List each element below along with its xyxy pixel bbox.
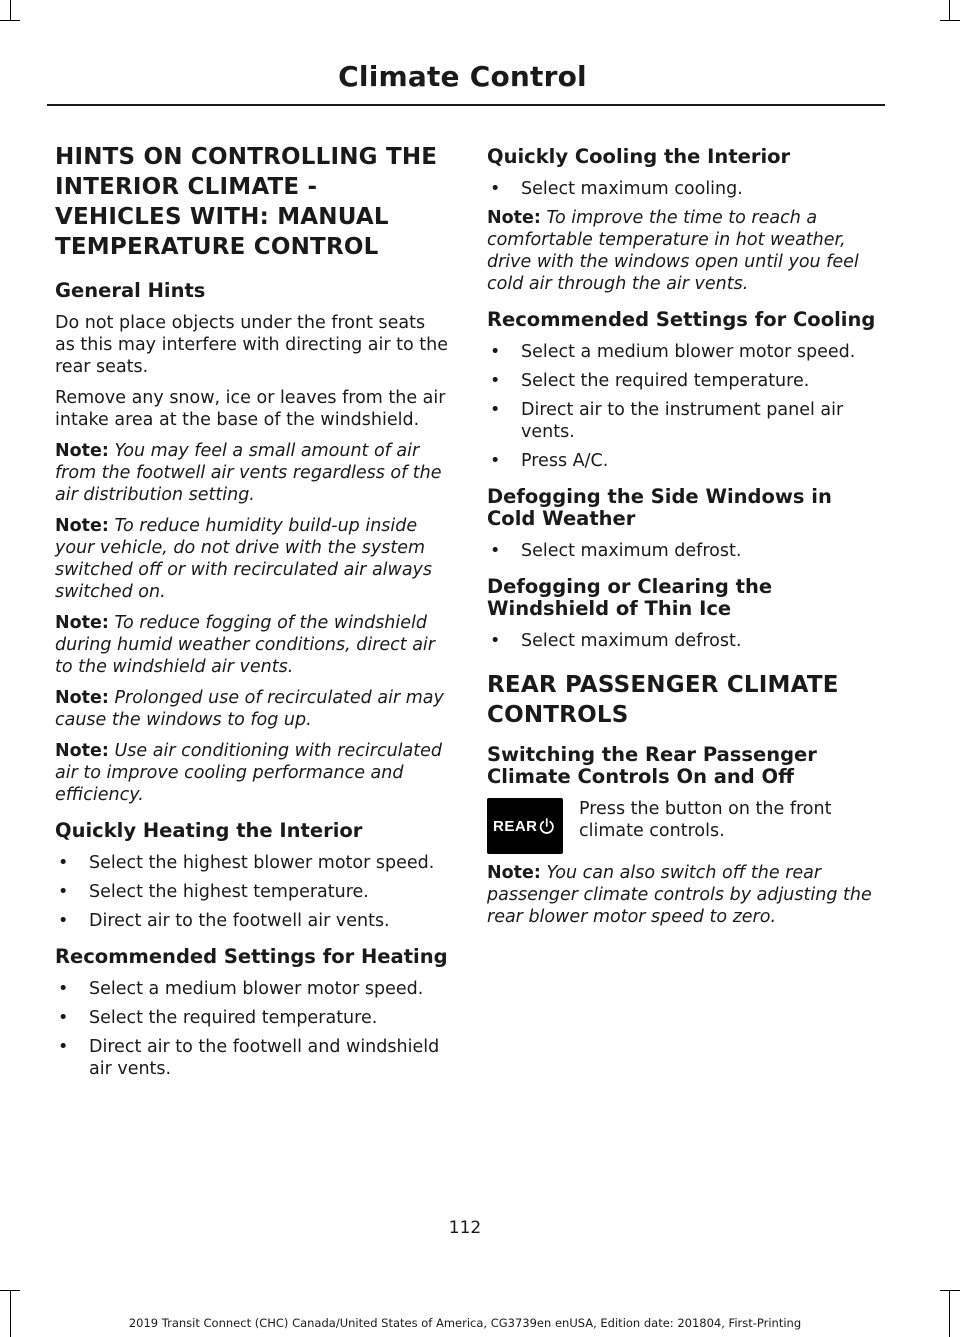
- section-title: Climate Control: [338, 60, 587, 93]
- note: [55, 440, 450, 506]
- list-item: • Select the highest temperature.: [55, 881, 450, 903]
- list-item: • Direct air to the instrument panel air vents.: [487, 399, 882, 443]
- main-heading: HINTS ON CONTROLLING THE INTERIOR CLIMATE - VEHICLES WITH: MANUAL TEMPERATURE CONTROL: [55, 144, 438, 260]
- note: [55, 740, 450, 806]
- crop-mark: [949, 0, 950, 20]
- note-label: Note:: [55, 613, 109, 633]
- note: [487, 207, 882, 295]
- rear-button-label: REAR: [493, 817, 538, 835]
- note-text: To reduce fogging of the windshield during humid weather conditions, direct air to the windshield air vents.: [55, 613, 435, 677]
- crop-mark: [0, 1290, 20, 1291]
- list-item: • Select maximum defrost.: [487, 540, 882, 562]
- quick-cooling-list: [487, 178, 882, 200]
- right-column: [487, 146, 882, 937]
- rear-button-image: [487, 798, 563, 854]
- list-item: • Select maximum defrost.: [487, 630, 882, 652]
- rear-button-row: [487, 798, 882, 854]
- note-label: Note:: [487, 208, 541, 228]
- note-label: Note:: [487, 863, 541, 883]
- crop-mark: [940, 1290, 960, 1291]
- general-hints-para-1: Do not place objects under the front seats as this may interfere with directing air to the rear seats.: [55, 313, 448, 377]
- rear-switch-heading: Switching the Rear Passenger Climate Controls On and Off: [487, 743, 817, 788]
- crop-mark: [949, 1290, 950, 1337]
- rec-cooling-heading: Recommended Settings for Cooling: [487, 308, 876, 331]
- note-text: Use air conditioning with recirculated air to improve cooling performance and efficiency.: [55, 741, 442, 805]
- crop-mark: [0, 20, 20, 21]
- list-item: • Select maximum cooling.: [487, 178, 882, 200]
- list-item: • Select the required temperature.: [55, 1007, 450, 1029]
- note-text: To reduce humidity build-up inside your vehicle, do not drive with the system switched off or with recirculated air always switched on.: [55, 516, 433, 602]
- quick-heating-list: [55, 852, 450, 932]
- defog-windshield-list: [487, 630, 882, 652]
- list-item: • Direct air to the footwell air vents.: [55, 910, 450, 932]
- general-hints-para-2: Remove any snow, ice or leaves from the air intake area at the base of the windshield.: [55, 388, 446, 430]
- power-icon: [538, 816, 555, 836]
- note-text: Prolonged use of recirculated air may cause the windows to fog up.: [55, 688, 444, 730]
- note: [55, 687, 450, 731]
- quick-heating-heading: Quickly Heating the Interior: [55, 819, 363, 842]
- quick-cooling-heading: Quickly Cooling the Interior: [487, 145, 791, 168]
- list-item: • Select the required temperature.: [487, 370, 882, 392]
- list-item: • Select a medium blower motor speed.: [55, 978, 450, 1000]
- note: [55, 515, 450, 603]
- rec-heating-list: [55, 978, 450, 1080]
- page-number: 112: [448, 1218, 482, 1238]
- note-label: Note:: [55, 441, 109, 461]
- note-label: Note:: [55, 688, 109, 708]
- header-rule: [47, 104, 885, 106]
- note-text: You can also switch off the rear passenger climate controls by adjusting the rear blower motor speed to zero.: [487, 863, 872, 927]
- note-label: Note:: [55, 741, 109, 761]
- list-item: • Press A/C.: [487, 450, 882, 472]
- rear-button-text: Press the button on the front climate controls.: [579, 799, 832, 841]
- note: [55, 612, 450, 678]
- note-text: To improve the time to reach a comfortable temperature in hot weather, drive with the windows open until you feel cold air through the air vents.: [487, 208, 859, 294]
- rec-heating-heading: Recommended Settings for Heating: [55, 945, 448, 968]
- list-item: • Select the highest blower motor speed.: [55, 852, 450, 874]
- note-label: Note:: [55, 516, 109, 536]
- general-hints-heading: General Hints: [55, 279, 206, 302]
- list-item: • Direct air to the footwell and windshield air vents.: [55, 1036, 450, 1080]
- footer-text: 2019 Transit Connect (CHC) Canada/United States of America, CG3739en enUSA, Edition date: 201804, First-Printing: [128, 1316, 802, 1330]
- defog-side-list: [487, 540, 882, 562]
- note-text: You may feel a small amount of air from the footwell air vents regardless of the air distribution setting.: [55, 441, 442, 505]
- defog-side-heading: Defogging the Side Windows in Cold Weather: [487, 485, 832, 530]
- defog-windshield-heading: Defogging or Clearing the Windshield of Thin Ice: [487, 575, 773, 620]
- rec-cooling-list: [487, 341, 882, 472]
- rear-heading: REAR PASSENGER CLIMATE CONTROLS: [487, 672, 839, 728]
- crop-mark: [10, 0, 11, 20]
- left-column: [55, 142, 450, 1087]
- list-item: • Select a medium blower motor speed.: [487, 341, 882, 363]
- note: [487, 862, 882, 928]
- crop-mark: [940, 20, 960, 21]
